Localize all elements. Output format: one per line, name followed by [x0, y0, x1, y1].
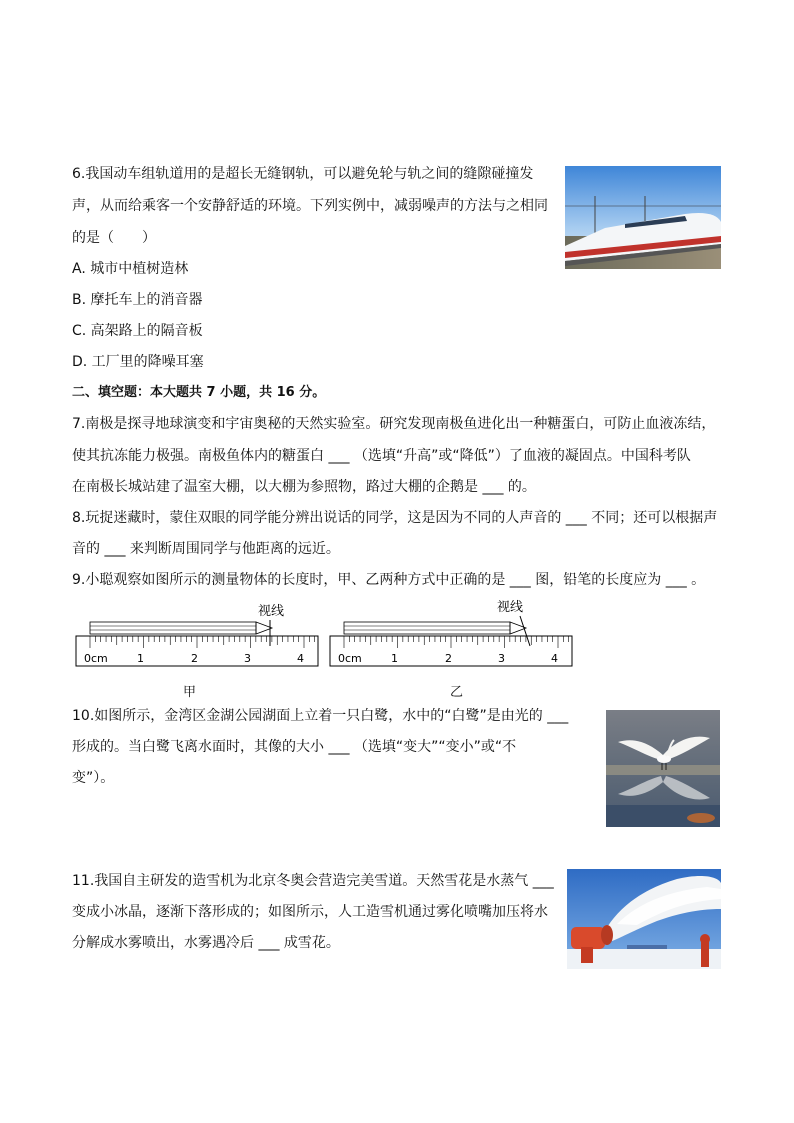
tick-label-b-1: 1	[391, 652, 398, 665]
caption-a: 甲	[183, 685, 197, 700]
tick-label-a-1: 1	[137, 652, 144, 665]
ruler-figure-a	[72, 598, 322, 673]
q10-line-3: 变”）。	[72, 770, 115, 786]
q9-line: 9.小聪观察如图所示的测量物体的长度时，甲、乙两种方式中正确的是 ___ 图，铅笔的长度应为 ___ 。	[72, 572, 706, 588]
tick-label-b-4: 4	[551, 652, 558, 665]
sight-label-b: 视线	[497, 600, 524, 615]
q6-option-c: C. 高架路上的隔音板	[72, 323, 203, 339]
ruler-figure-b	[326, 598, 576, 673]
sight-label-a: 视线	[258, 604, 285, 619]
q6-option-d: D. 工厂里的降噪耳塞	[72, 354, 204, 370]
tick-label-b-2: 2	[445, 652, 452, 665]
snow-machine-photo	[567, 869, 721, 969]
q11-line-2: 变成小冰晶，逐渐下落形成的；如图所示，人工造雪机通过雾化喷嘴加压将水	[72, 904, 548, 920]
tick-label-a-0: 0cm	[84, 652, 108, 665]
q8-line-2: 音的 ___ 来判断周围同学与他距离的远近。	[72, 541, 340, 557]
q10-line-2: 形成的。当白鹭飞离水面时，其像的大小 ___ （选填“变大”“变小”或“不	[72, 739, 517, 755]
q6-option-a: A. 城市中植树造林	[72, 261, 189, 277]
q6-option-b: B. 摩托车上的消音器	[72, 292, 203, 308]
q6-line-2: 声，从而给乘客一个安静舒适的环境。下列实例中，减弱噪声的方法与之相同	[72, 198, 548, 214]
q7-line-2: 使其抗冻能力极强。南极鱼体内的糖蛋白 ___ （选填“升高”或“降低”）了血液的凝固点。中国科考队	[72, 448, 691, 464]
tick-label-a-2: 2	[191, 652, 198, 665]
q7-line-1: 7.南极是探寻地球演变和宇宙奥秘的天然实验室。研究发现南极鱼进化出一种糖蛋白，可防止血液冻结，	[72, 416, 716, 432]
q6-line-1: 6.我国动车组轨道用的是超长无缝钢轨，可以避免轮与轨之间的缝隙碰撞发	[72, 166, 534, 182]
tick-label-b-3: 3	[498, 652, 505, 665]
train-photo	[565, 166, 721, 269]
q8-line-1: 8.玩捉迷藏时，蒙住双眼的同学能分辨出说话的同学，这是因为不同的人声音的 ___ 不同；还可以根据声	[72, 510, 718, 526]
q11-line-1: 11.我国自主研发的造雪机为北京冬奥会营造完美雪道。天然雪花是水蒸气 ___	[72, 873, 554, 889]
q7-line-3: 在南极长城站建了温室大棚，以大棚为参照物，路过大棚的企鹅是 ___ 的。	[72, 479, 536, 495]
tick-label-a-4: 4	[297, 652, 304, 665]
q10-line-1: 10.如图所示，金湾区金湖公园湖面上立着一只白鹭，水中的“白鹭”是由光的 ___	[72, 708, 569, 724]
q11-line-3: 分解成水雾喷出，水雾遇冷后 ___ 成雪花。	[72, 935, 340, 951]
section-heading: 二、填空题：本大题共 7 小题，共 16 分。	[72, 385, 326, 400]
tick-label-b-0: 0cm	[338, 652, 362, 665]
caption-b: 乙	[450, 685, 464, 700]
q6-line-3: 的是（ ）	[72, 230, 156, 246]
egret-photo	[606, 710, 720, 827]
tick-label-a-3: 3	[244, 652, 251, 665]
